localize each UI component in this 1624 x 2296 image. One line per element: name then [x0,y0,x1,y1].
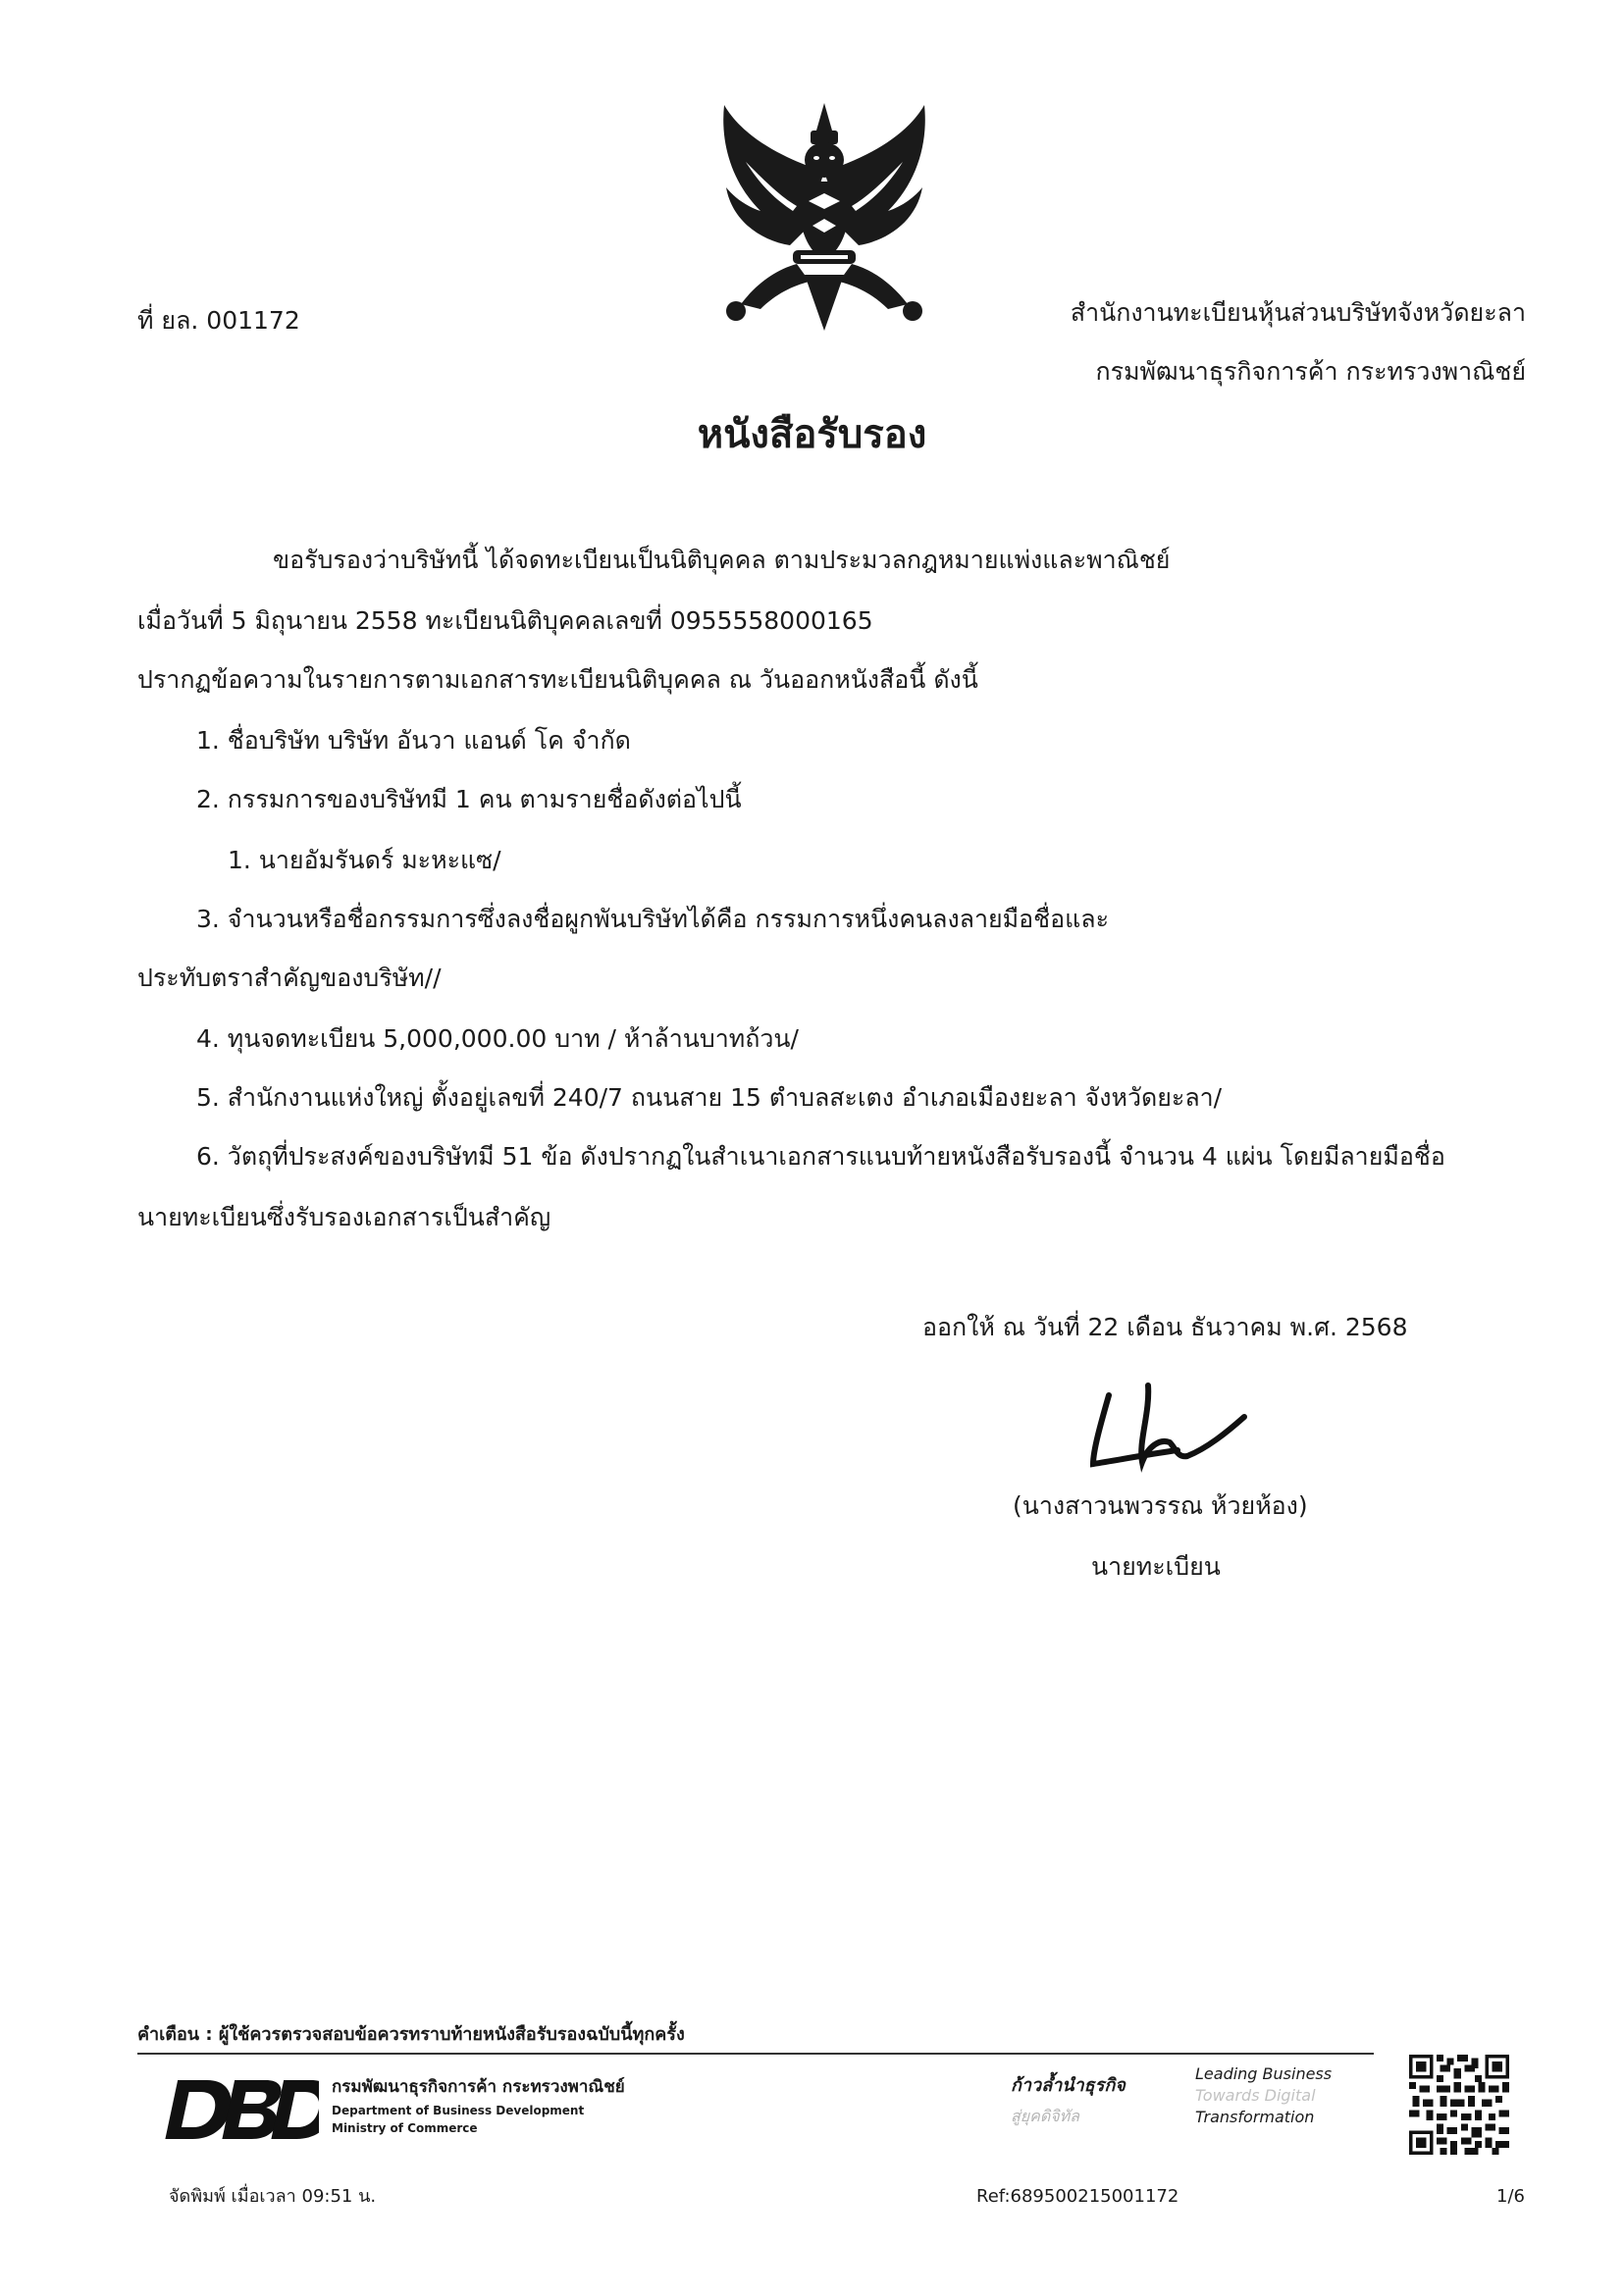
dbd-ministry-english: Ministry of Commerce [332,2121,478,2135]
item-objectives-line1: 6. วัตถุที่ประสงค์ของบริษัทมี 51 ข้อ ดังปรากฏในสำเนาเอกสารแนบท้ายหนังสือรับรองนี้ จำนวน 4 แผ่น โดยมีลายมือชื่อ [196,1142,1445,1171]
item-objectives-line2: นายทะเบียนซึ่งรับรองเอกสารเป็นสำคัญ [137,1203,551,1231]
item-director-1: 1. นายอัมรันดร์ มะหะแซ/ [228,846,501,874]
item-directors: 2. กรรมการของบริษัทมี 1 คน ตามรายชื่อดังต่อไปนี้ [196,785,742,813]
signer-title: นายทะเบียน [1091,1552,1221,1581]
signer-name: (นางสาวนพวรรณ ห้วยห้อง) [1013,1491,1308,1520]
garuda-emblem-icon [707,103,942,334]
item-authorized-signatory-line2: ประทับตราสำคัญของบริษัท// [137,964,442,992]
certify-paragraph-line2: เมื่อวันที่ 5 มิถุนายน 2558 ทะเบียนนิติบุคคลเลขที่ 0955558000165 [137,606,873,635]
item-registered-capital: 4. ทุนจดทะเบียน 5,000,000.00 บาท / ห้าล้านบาทถ้วน/ [196,1024,799,1053]
footer-divider [137,2053,1374,2055]
certify-paragraph-line3: ปรากฏข้อความในรายการตามเอกสารทะเบียนนิติบุคคล ณ วันออกหนังสือนี้ ดังนี้ [137,665,978,694]
document-reference-number: ที่ ยล. 001172 [137,306,300,335]
dbd-department-english: Department of Business Development [332,2104,585,2117]
page-number: 1/6 [1496,2186,1525,2207]
printed-time: จัดพิมพ์ เมื่อเวลา 09:51 น. [169,2186,377,2207]
slogan-thai: ก้าวล้ำนำธุรกิจ [1011,2075,1126,2096]
certify-paragraph-line1: ขอรับรองว่าบริษัทนี้ ได้จดทะเบียนเป็นนิติบุคคล ตามประมวลกฎหมายแพ่งและพาณิชย์ [273,546,1171,574]
office-name-line1: สำนักงานทะเบียนหุ้นส่วนบริษัทจังหวัดยะลา [1070,298,1526,327]
item-head-office: 5. สำนักงานแห่งใหญ่ ตั้งอยู่เลขที่ 240/7 ถนนสาย 15 ตำบลสะเตง อำเภอเมืองยะลา จังหวัดยะลา/ [196,1083,1223,1112]
slogan-thai-sub: สู่ยุคดิจิทัล [1011,2107,1079,2125]
qr-code-icon [1409,2055,1509,2155]
page-title: หนังสือรับรอง [697,412,927,457]
issue-date: ออกให้ ณ วันที่ 22 เดือน ธันวาคม พ.ศ. 2568 [922,1313,1408,1341]
slogan-english-line2: Towards Digital [1195,2086,1316,2105]
office-name-line2: กรมพัฒนาธุรกิจการค้า กระทรวงพาณิชย์ [1095,357,1526,386]
reference-number: Ref:689500215001172 [976,2186,1179,2207]
slogan-english-line3: Transformation [1195,2108,1315,2126]
item-authorized-signatory-line1: 3. จำนวนหรือชื่อกรรมการซึ่งลงชื่อผูกพันบริษัทได้คือ กรรมการหนึ่งคนลงลายมือชื่อและ [196,905,1110,933]
dbd-logo-icon [157,2076,319,2143]
warning-note: คำเตือน : ผู้ใช้ควรตรวจสอบข้อควรทราบท้ายหนังสือรับรองฉบับนี้ทุกครั้ง [137,2024,685,2045]
registrar-signature [1079,1374,1256,1482]
dbd-department-thai: กรมพัฒนาธุรกิจการค้า กระทรวงพาณิชย์ [332,2077,625,2097]
item-company-name: 1. ชื่อบริษัท บริษัท อันวา แอนด์ โค จำกัด [196,726,631,755]
slogan-english-line1: Leading Business [1195,2064,1333,2083]
